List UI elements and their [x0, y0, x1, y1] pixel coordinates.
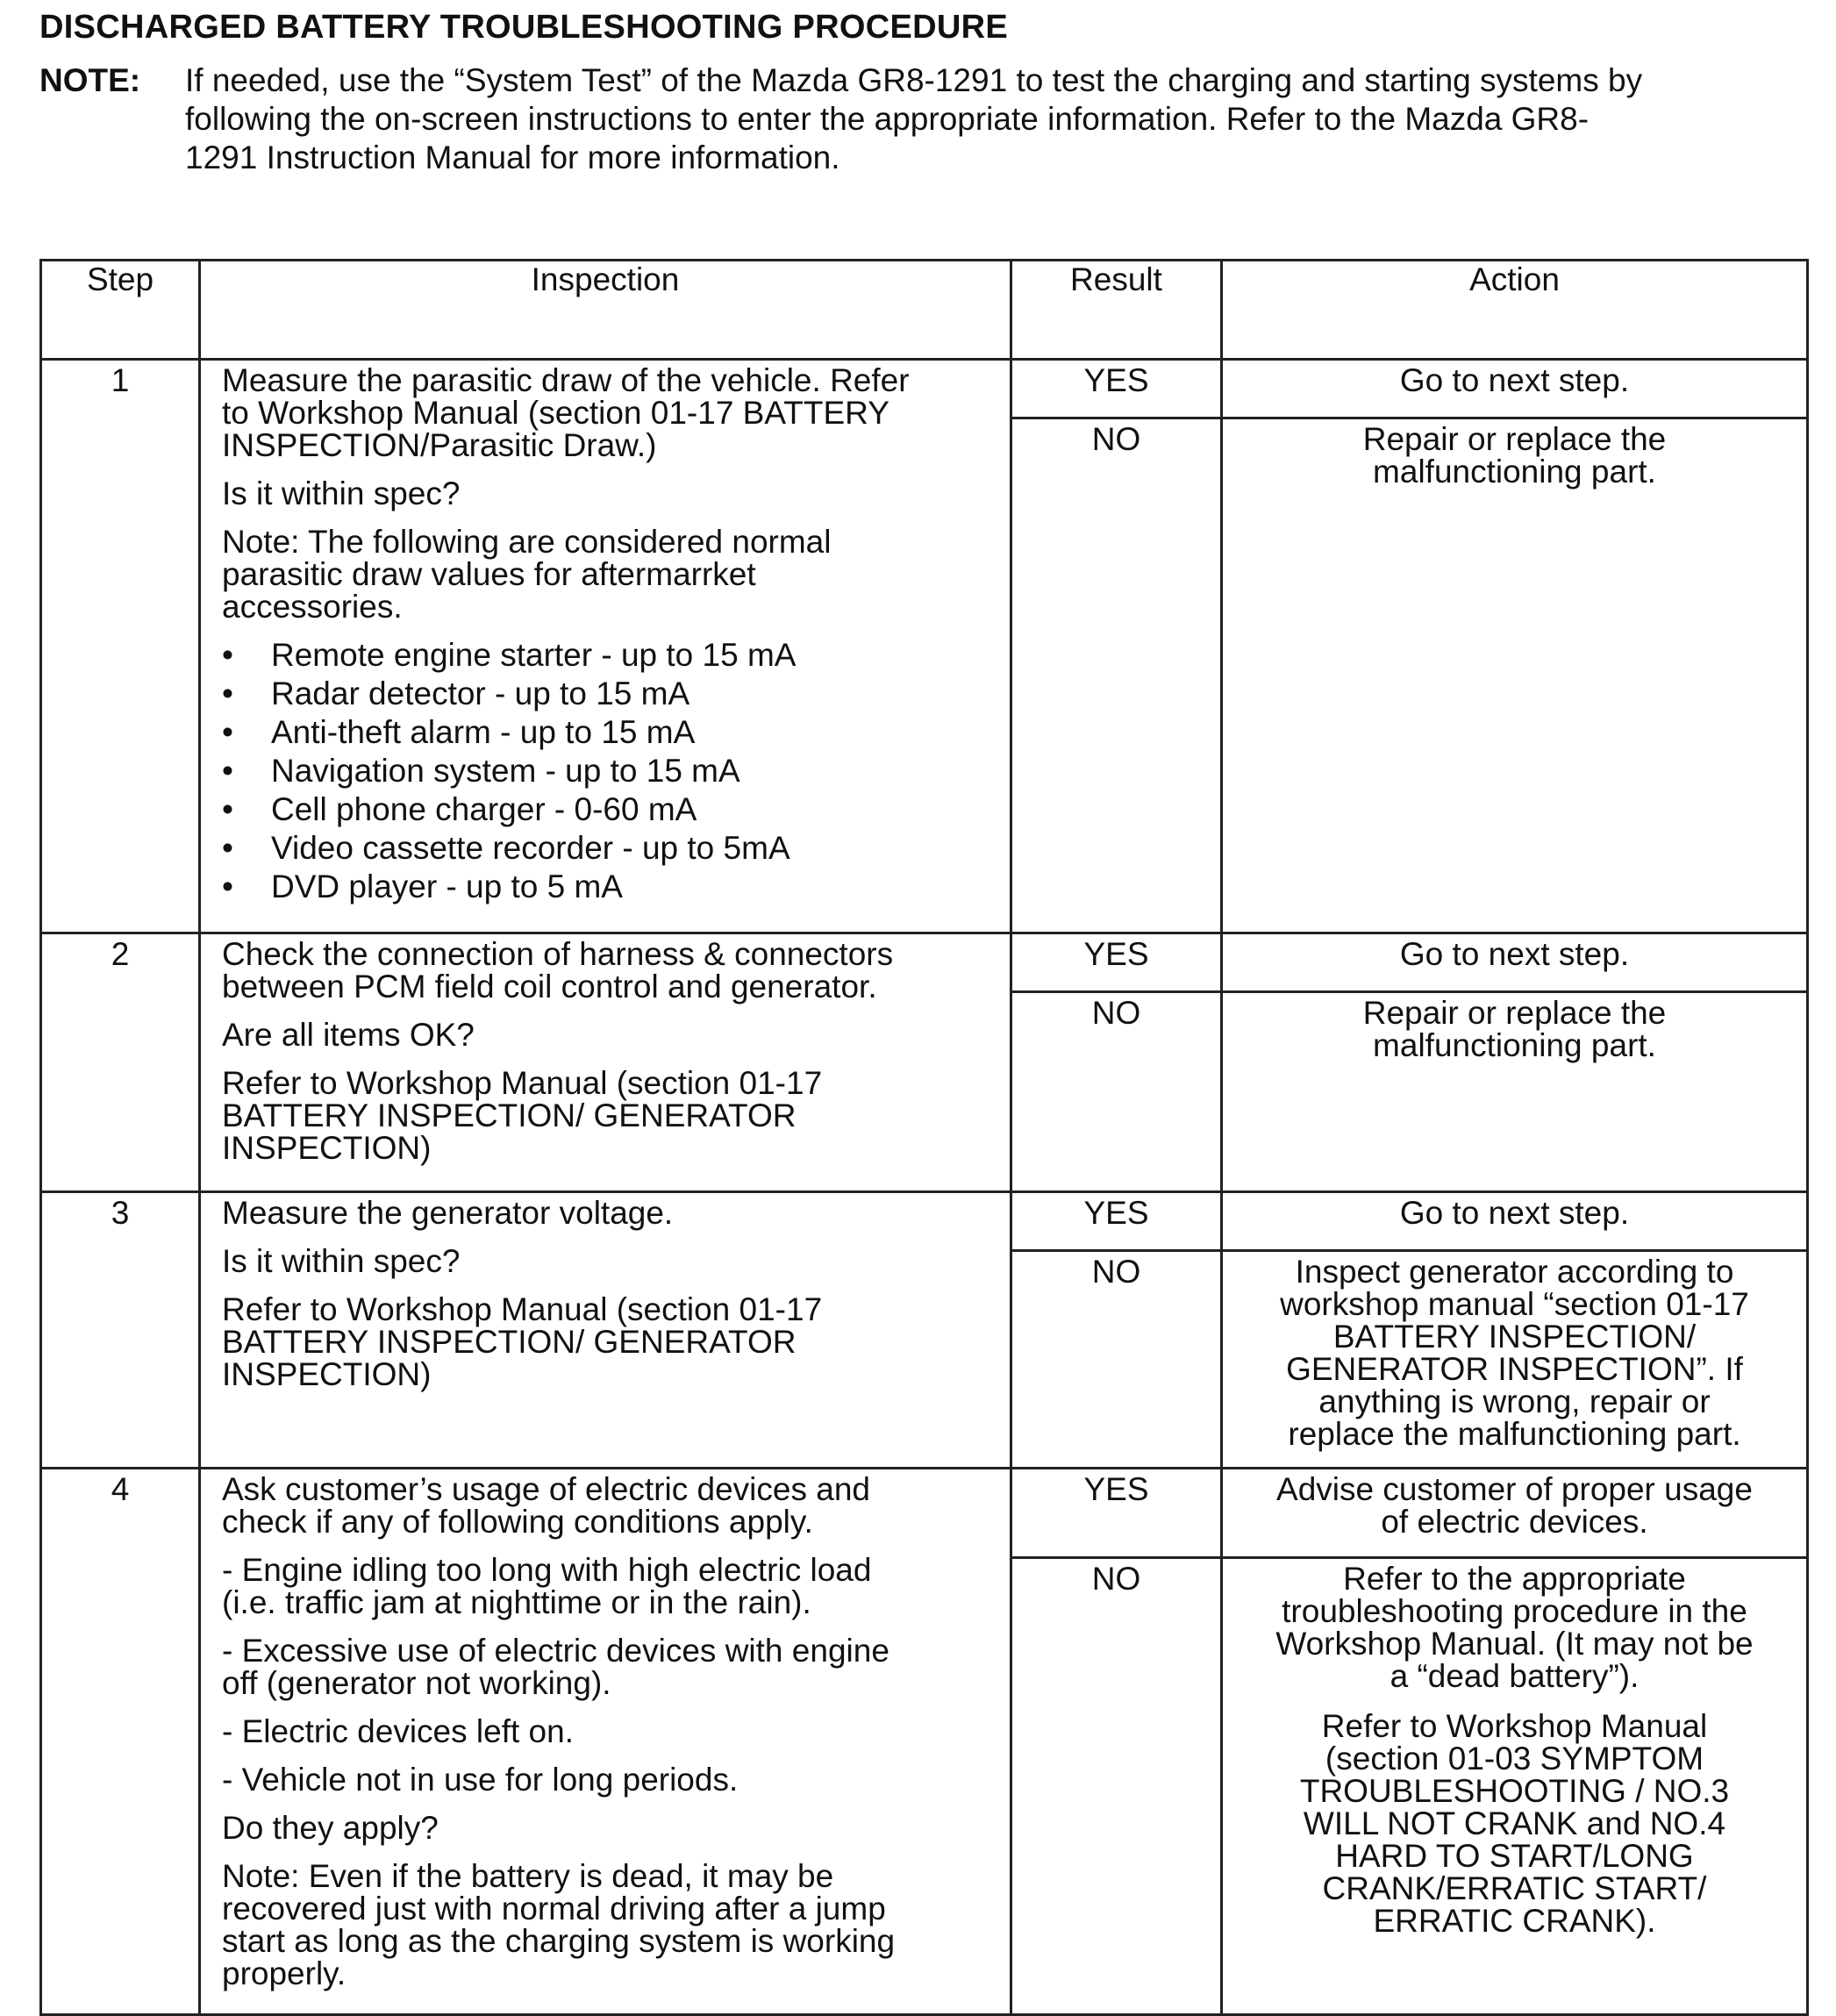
note-text: [185, 61, 1836, 177]
inspection-text: - Excessive use of electric devices with engine off (generator not working).: [222, 1633, 889, 1701]
result-yes: YES: [1011, 1469, 1222, 1558]
step-number: 3: [41, 1192, 200, 1469]
action-no: [1222, 1558, 1808, 2015]
table-row: [41, 933, 1808, 992]
inspection-text: Refer to Workshop Manual (section 01-17 BATTERY INSPECTION/ GENERATOR INSPECTION): [222, 1065, 823, 1166]
inspection-text: Do they apply?: [222, 1810, 439, 1846]
inspection-text: Ask customer’s usage of electric devices and check if any of following conditions apply.: [222, 1471, 870, 1540]
troubleshooting-table: [39, 259, 1809, 2016]
table-row: [41, 1192, 1808, 1251]
action-text: Repair or replace the malfunctioning part.: [1362, 995, 1667, 1063]
inspection-cell: [200, 360, 1011, 933]
accessory-item: • Video cassette recorder - up to 5mA: [222, 832, 997, 864]
result-yes: YES: [1011, 360, 1222, 418]
action-text: Inspect generator according to workshop manual “section 01-17 BATTERY INSPECTION/ GENERATOR INSPECTION”. If anything is wrong, repair or replace the malfunctioning part.: [1280, 1254, 1749, 1452]
table-header-row: [41, 261, 1808, 360]
inspection-cell: [200, 1192, 1011, 1469]
inspection-text: Is it within spec?: [222, 475, 461, 511]
note-line: following the on-screen instructions to enter the appropriate information. Refer to the Mazda GR8-: [185, 101, 1590, 137]
step-number: 1: [41, 360, 200, 933]
step-number: 2: [41, 933, 200, 1192]
inspection-text: Note: The following are considered normal parasitic draw values for aftermarrket accessories.: [222, 524, 832, 625]
result-yes: YES: [1011, 933, 1222, 992]
accessory-item: • Radar detector - up to 15 mA: [222, 677, 997, 710]
action-text: Refer to the appropriate troubleshooting procedure in the Workshop Manual. (It may not be a “dead battery”).: [1275, 1561, 1754, 1694]
step-number: 4: [41, 1469, 200, 2015]
result-no: NO: [1011, 1251, 1222, 1469]
action-text: Go to next step.: [1399, 1195, 1630, 1231]
accessory-list: [222, 639, 997, 903]
inspection-text: - Engine idling too long with high electric load (i.e. traffic jam at nighttime or in the rain).: [222, 1552, 872, 1620]
inspection-text: Is it within spec?: [222, 1243, 461, 1279]
accessory-item: • Navigation system - up to 15 mA: [222, 754, 997, 787]
result-yes: YES: [1011, 1192, 1222, 1251]
inspection-text: Note: Even if the battery is dead, it may be recovered just with normal driving after a jump start as long as the charging system is working properly.: [222, 1858, 896, 1991]
table-row: [41, 1469, 1808, 1558]
inspection-cell: [200, 933, 1011, 1192]
header-result: Result: [1011, 261, 1222, 360]
table-row: [41, 360, 1808, 418]
action-yes: [1222, 360, 1808, 418]
header-step: Step: [41, 261, 200, 360]
header-action: Action: [1222, 261, 1808, 360]
inspection-text: Refer to Workshop Manual (section 01-17 BATTERY INSPECTION/ GENERATOR INSPECTION): [222, 1291, 823, 1392]
accessory-item: • Remote engine starter - up to 15 mA: [222, 639, 997, 671]
note-line: 1291 Instruction Manual for more information.: [185, 139, 840, 175]
inspection-text: Measure the parasitic draw of the vehicle. Refer to Workshop Manual (section 01-17 BATTERY INSPECTION/Parasitic Draw.): [222, 362, 910, 463]
action-no: [1222, 418, 1808, 933]
inspection-text: Are all items OK?: [222, 1017, 475, 1053]
header-inspection: Inspection: [200, 261, 1011, 360]
action-text: Go to next step.: [1399, 936, 1630, 972]
inspection-text: Measure the generator voltage.: [222, 1195, 674, 1231]
inspection-text: - Electric devices left on.: [222, 1713, 574, 1749]
note-line: If needed, use the “System Test” of the Mazda GR8-1291 to test the charging and starting systems by: [185, 62, 1643, 98]
action-text: Advise customer of proper usage of electric devices.: [1276, 1471, 1753, 1540]
page-title: DISCHARGED BATTERY TROUBLESHOOTING PROCEDURE: [39, 9, 1008, 46]
inspection-text: Check the connection of harness & connectors between PCM field coil control and generator.: [222, 936, 894, 1004]
action-text: Go to next step.: [1399, 362, 1630, 398]
accessory-item: • Cell phone charger - 0-60 mA: [222, 793, 997, 826]
action-text: Refer to Workshop Manual (section 01-03 SYMPTOM TROUBLESHOOTING / NO.3 WILL NOT CRANK and NO.4 HARD TO START/LONG CRANK/ERRATIC START/ ERRATIC CRANK).: [1299, 1708, 1730, 1939]
action-no: [1222, 1251, 1808, 1469]
note-label: NOTE:: [39, 62, 141, 98]
result-no: NO: [1011, 418, 1222, 933]
action-yes: [1222, 1192, 1808, 1251]
action-text: Repair or replace the malfunctioning part.: [1362, 421, 1667, 490]
action-yes: [1222, 933, 1808, 992]
action-no: [1222, 992, 1808, 1192]
inspection-cell: [200, 1469, 1011, 2015]
inspection-text: - Vehicle not in use for long periods.: [222, 1762, 739, 1798]
accessory-item: • DVD player - up to 5 mA: [222, 870, 997, 903]
table-body: [41, 360, 1808, 2015]
result-no: NO: [1011, 1558, 1222, 2015]
action-yes: [1222, 1469, 1808, 1558]
result-no: NO: [1011, 992, 1222, 1192]
accessory-item: • Anti-theft alarm - up to 15 mA: [222, 716, 997, 748]
